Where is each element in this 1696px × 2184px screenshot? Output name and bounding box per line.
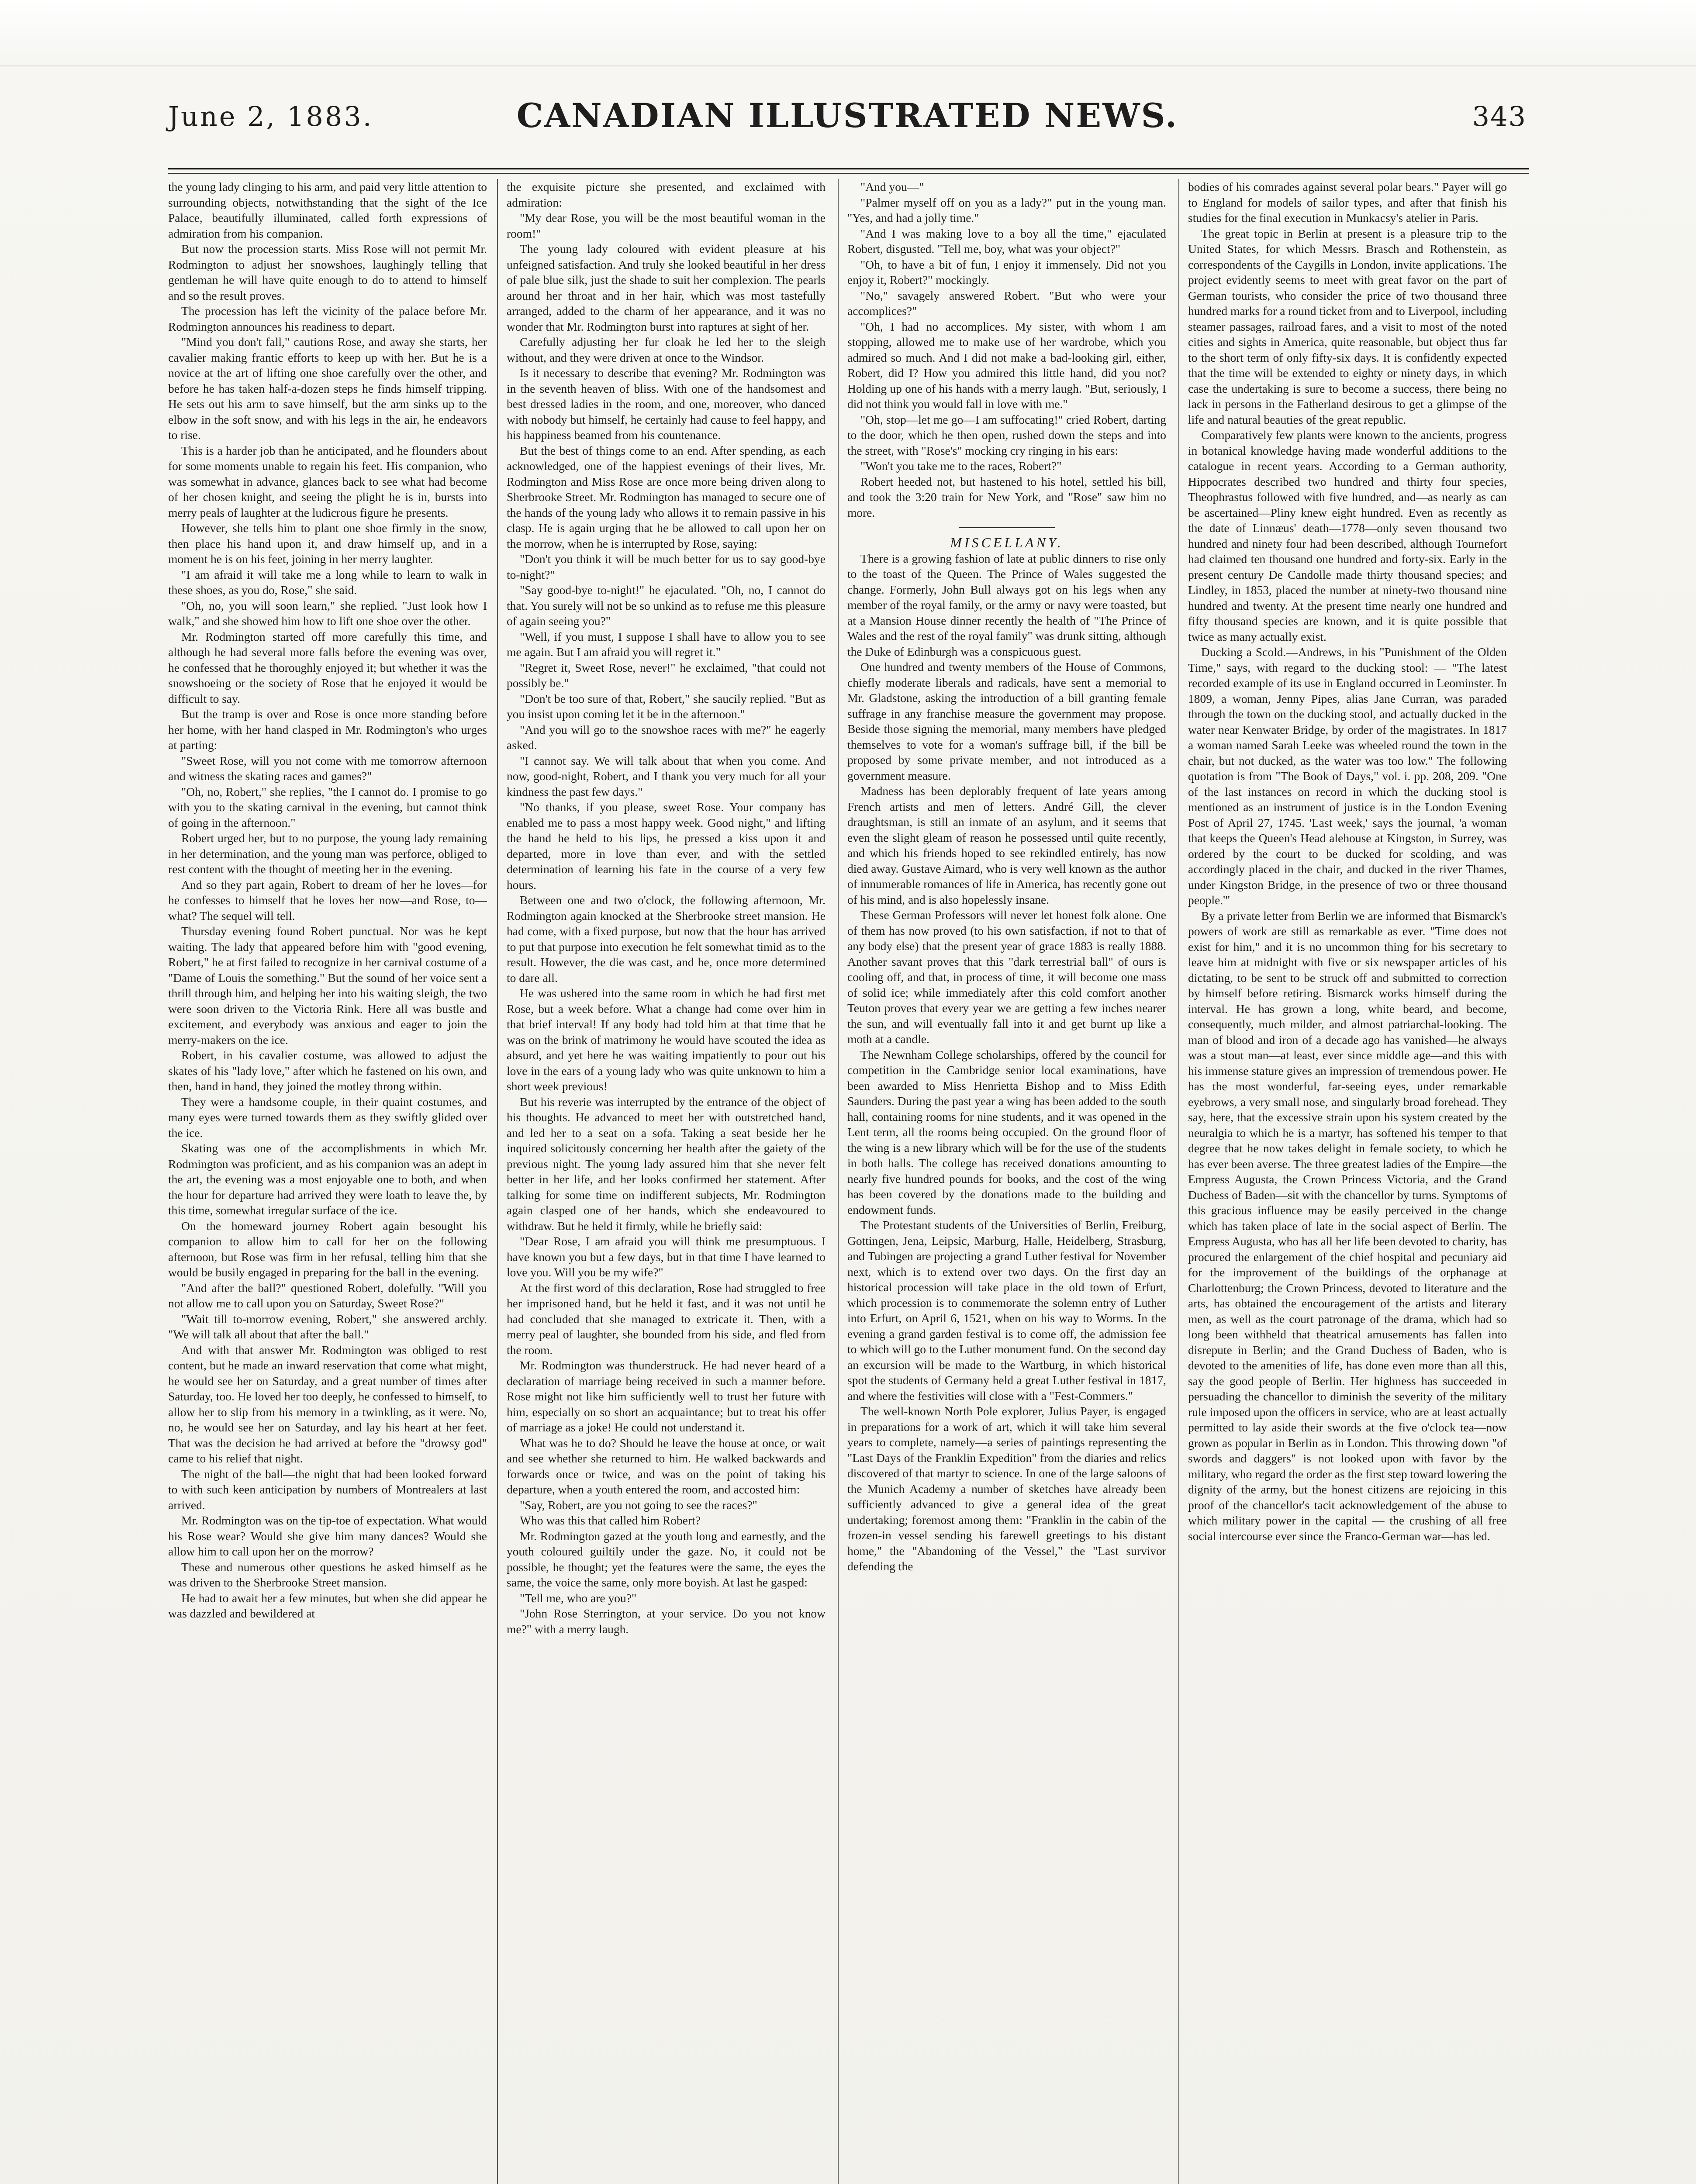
paragraph: What was he to do? Should he leave the house at once, or wait and see whether she returned to him. He walked backwards and forwards once or twice, and was on the point of taking his departure, when a youth entered the room, and accosted him: [507,1436,826,1496]
column-1 [168,179,487,2184]
paragraph: Who was this that called him Robert? [520,1514,701,1527]
paragraph: "Say, Robert, are you not going to see the races?" [520,1498,757,1512]
scan-top-margin [0,0,1696,66]
paragraph: Mr. Rodmington was thunderstruck. He had never heard of a declaration of marriage being received in such a manner before. Rose might not like him sufficiently well to trust her future with him, especially on so short an acquaintance; but to treat his offer of marriage as a joke! He could not understand it. [507,1358,826,1434]
column-4 [1188,179,1507,2184]
paragraph: However, she tells him to plant one shoe firmly in the snow, then place his hand upon it, and draw himself up, and in a moment he is on his feet, joining in her merry laughter. [168,521,487,566]
paragraph: "Oh, to have a bit of fun, I enjoy it immensely. Did not you enjoy it, Robert?" mockingly. [847,257,1166,287]
paragraph: "My dear Rose, you will be the most beautiful woman in the room!" [507,211,826,240]
paragraph: bodies of his comrades against several polar bears." Payer will go to England for models of sailor types, and after that finish his studies for the final execution in Munkacsy's atelier in Paris. [1188,180,1507,225]
paragraph: "Say good-bye to-night!" he ejaculated. "Oh, no, I cannot do that. You surely will not be so unkind as to refuse me this pleasure of again seeing you?" [507,583,826,628]
miscellany-text [847,551,1166,1574]
paragraph: By a private letter from Berlin we are informed that Bismarck's powers of work are still as remarkable as ever. "Time does not exist for him," and it is no uncommon thing for his secretary to leave him at midnight with five or six newspaper articles of his dictating, to be sent to be struck off and submitted to correction by himself before retiring. Bismarck works himself during the interval. He has grown a long, white beard, and become, consequently, much milder, and almost patriarchal-looking. The man of blood and iron of a decade ago has vanished—he always was a stout man—at least, ever since middle age—and this with his immense stature gives an impression of tremendous power. He has the most wonderful, far-seeing eyes, under remarkable eyebrows, a very small nose, and singularly broad forehead. They say, here, that the excessive strain upon his system created by the neuralgia to which he is a martyr, has softened his temper to that degree that he now takes delight in female society, to which he has ever been averse. The three greatest ladies of the Empire—the Empress Augusta, the Crown Princess Victoria, and the Grand Duchess of Baden—sit with the chancellor by turns. Symptoms of this gracious influence may be easily perceived in the change which has taken place of late in the social aspect of Berlin. The Empress Augusta, who has all her life been devoted to charity, has procured the enlargement of the chief hospital and pecuniary aid for the improvement of the buildings of the orphanage at Charlottenburg; the Crown Princess, devoted to literature and the arts, has obtained the encouragement of the artists and literary men, as well as the court patronage of the drama, which had so long been withheld that theatrical amusements has fallen into disrepute in Berlin; and the Grand Duchess of Baden, who is devoted to the amenities of life, has done even more than all this, say the good people of Berlin. Her highness has succeeded in persuading the chancellor to diminish the severity of the military rule imposed upon the officers in service, who are at least actually permitted to lay aside their swords at the five o'clock tea—now grown as popular in Berlin as in London. This throwing down "of swords and daggers" is not looked upon with favor by the military, who regard the order as the first step toward lowering the dignity of the army, but the honest citizens are rejoicing in this proof of the chancellor's tacit acknowledgement of the abuse to which military power in the capital — the crushing of all free social intercourse ever since the Franco-German war—has led. [1188,909,1507,1543]
column-3 [847,179,1166,2184]
paragraph: Skating was one of the accomplishments in which Mr. Rodmington was proficient, and as his companion was an adept in the art, the evening was a most enjoyable one to both, and when the hour for departure had arrived they were loath to leave the, by this time, somewhat irregular surface of the ice. [168,1141,487,1217]
paragraph: "Oh, stop—let me go—I am suffocating!" cried Robert, darting to the door, which he then open, rushed down the steps and into the street, with "Rose's" mocking cry ringing in his ears: [847,412,1166,457]
paragraph: These German Professors will never let honest folk alone. One of them has now proved (to his own satisfaction, if not to that of any body else) that the present year of grace 1883 is really 1888. Another savant proves that this "dark terrestrial ball" of ours is cooling off, and that, in process of time, it will become one mass of solid ice; while immediately after this cold comfort another Teuton proves that every year we are getting a few inches nearer the sun, and will eventually fall into it and get burnt up like a moth at a candle. [847,908,1166,1046]
paragraph: There is a growing fashion of late at public dinners to rise only to the toast of the Queen. The Prince of Wales suggested the change. Formerly, John Bull always got on his legs when any member of the royal family, or the army or navy were toasted, but at a Mansion House dinner recently the health of "The Prince of Wales and the rest of the royal family" was drunk sitting, although the Duke of Edinburgh was a conspicuous guest. [847,551,1166,658]
paragraph: "Don't you think it will be much better for us to say good-bye to-night?" [507,552,826,581]
paragraph: But the tramp is over and Rose is once more standing before her home, with her hand clasped in Mr. Rodmington's who urges at parting: [168,707,487,752]
paragraph: "Oh, no, Robert," she replies, "the I cannot do. I promise to go with you to the skating carnival in the evening, but cannot think of going in the afternoon." [168,784,487,829]
paragraph: the young lady clinging to his arm, and paid very little attention to surrounding objects, notwithstanding that the sight of the Ice Palace, beautifully illuminated, called forth expressions of admiration from his companion. [168,180,487,240]
paragraph: Thursday evening found Robert punctual. Nor was he kept waiting. The lady that appeared before him with "good evening, Robert," he at first failed to recognize in her carnival costume of a "Dame of Louis the something." But the sound of her voice sent a thrill through him, and helping her into his waiting sleigh, the two were soon driven to the Victoria Rink. Here all was bustle and excitement, and everybody was anxious and eager to join the merry-makers on the ice. [168,924,487,1047]
column-divider [838,179,839,2184]
paragraph: "Won't you take me to the races, Robert?" [860,459,1062,473]
paragraph: The procession has left the vicinity of the palace before Mr. Rodmington announces his readiness to depart. [168,304,487,333]
paragraph: Ducking a Scold.—Andrews, in his "Punishment of the Olden Time," says, with regard to the ducking stool: — "The latest recorded example of its use in England occurred in Leominster. In 1809, a woman, Jenny Pipes, alias Jane Curran, was paraded through the town on the ducking stool, and actually ducked in the water near Kenwater Bridge, by order of the magistrates. In 1817 a woman named Sarah Leeke was wheeled round the town in the chair, but not ducked, as the water was too low." The following quotation is from "The Book of Days," vol. i. pp. 208, 209. "One of the last instances on record in which the ducking stool is mentioned as an instrument of justice is in the London Evening Post of April 27, 1745. 'Last week,' says the journal, 'a woman that keeps the Queen's Head alehouse at Kingston, in Surrey, was ordered by the court to be ducked for scolding, and was accordingly placed in the chair, and ducked in the river Thames, under Kingston Bridge, in the presence of two or three thousand people.'" [1188,645,1507,907]
paragraph: At the first word of this declaration, Rose had struggled to free her imprisoned hand, but he held it fast, and it was not until he had concluded that she managed to extricate it. Then, with a merry peal of laughter, she bounded from his side, and fled from the room. [507,1281,826,1357]
paragraph: "I am afraid it will take me a long while to learn to walk in these shoes, as you do, Rose," she said. [168,567,487,597]
section-separator [959,527,1055,528]
paragraph: This is a harder job than he anticipated, and he flounders about for some moments unable to regain his feet. His companion, who was somewhat in advance, glances back to see what had become of her chosen knight, and seeing the plight he is in, bursts into merry peals of laughter at the ludicrous figure he presents. [168,443,487,519]
paragraph: Comparatively few plants were known to the ancients, progress in botanical knowledge having made wonderful additions to the catalogue in recent years. According to a German authority, Hippocrates described two hundred and thirty four species, Theophrastus followed with five hundred, and—as nearly as can be ascertained—Pliny knew eight hundred. Even as recently as the date of Linnæus' death—1778—only seven thousand two hundred and ninety four had been described, although Tournefort had claimed ten thousand one hundred and forty-six. Early in the present century De Candolle made thirty thousand species; and Lindley, in 1853, placed the number at ninety-two thousand nine hundred and twenty. At the present time nearly one hundred and fifty thousand species are known, and it is quite possible that twice as many actually exist. [1188,428,1507,643]
paragraph: They were a handsome couple, in their quaint costumes, and many eyes were turned towards them as they swiftly glided over the ice. [168,1095,487,1140]
header-date: June 2, 1883. [168,100,373,132]
paragraph: Robert urged her, but to no purpose, the young lady remaining in her determination, and the young man was perforce, obliged to rest content with the thought of meeting her in the evening. [168,831,487,876]
section-title: MISCELLANY. [950,535,1064,550]
paragraph: "Palmer myself off on you as a lady?" put in the young man. "Yes, and had a jolly time." [847,195,1166,225]
paragraph: Carefully adjusting her fur cloak he led her to the sleigh without, and they were driven at once to the Windsor. [507,335,826,364]
column-2-text [507,179,826,1637]
paragraph: He was ushered into the same room in which he had first met Rose, but a week before. What a change had come over him in that brief interval! If any body had told him at that time that he was on the brink of matrimony he would have scouted the idea as absurd, and yet here he was waiting impatiently to pour out his love in the ears of a young lady who was quite unknown to him a short week previous! [507,986,826,1093]
paragraph: "Sweet Rose, will you not come with me tomorrow afternoon and witness the skating races and games?" [168,753,487,783]
paragraph: "Dear Rose, I am afraid you will think me presumptuous. I have known you but a few days, but in that time I have learned to love you. Will you be my wife?" [507,1234,826,1279]
paragraph: Mr. Rodmington was on the tip-toe of expectation. What would his Rose wear? Would she give him many dances? Would she allow him to call upon her on the morrow? [168,1514,487,1558]
paragraph: "And after the ball?" questioned Robert, dolefully. "Will you not allow me to call upon you on Saturday, Sweet Rose?" [168,1281,487,1310]
paragraph: "Regret it, Sweet Rose, never!" he exclaimed, "that could not possibly be." [507,660,826,690]
paragraph: "And you will go to the snowshoe races with me?" he eagerly asked. [507,722,826,752]
paragraph: "Wait till to-morrow evening, Robert," she answered archly. "We will talk all about that after the ball." [168,1312,487,1341]
paragraph: "John Rose Sterrington, at your service. Do you not know me?" with a merry laugh. [507,1607,826,1636]
paragraph: "No thanks, if you please, sweet Rose. Your company has enabled me to pass a most happy week. Good night," and lifting the hand he held to his lips, he pressed a kiss upon it and departed, more in love than ever, and with the settled determination of learning his fate in the course of a very few hours. [507,800,826,892]
column-divider [497,179,498,2184]
paragraph: "Oh, I had no accomplices. My sister, with whom I am stopping, allowed me to make use of her wardrobe, which you admired so much. And I did not make a bad-looking girl, either, Robert, did I? How you admired this little hand, did you not? Holding up one of his hands with a merry laugh. "But, seriously, I did not think you would fall in love with me." [847,319,1166,411]
paragraph: On the homeward journey Robert again besought his companion to allow him to call for her on the following afternoon, but Rose was firm in her refusal, telling him that she would be busily engaged in preparing for the ball in the evening. [168,1219,487,1279]
paragraph: The Newnham College scholarships, offered by the council for competition in the Cambridge senior local examinations, have been awarded to Miss Henrietta Bishop and to Miss Edith Saunders. During the past year a wing has been added to the south hall, containing rooms for nine students, and it was opened in the Lent term, all the rooms being occupied. On the ground floor of the wing is a new library which will be for the use of the students in both halls. The college has received donations amounting to nearly five hundred pounds for books, and the cost of the wing has been covered by the donations made to the building and endowment funds. [847,1047,1166,1216]
paragraph: But now the procession starts. Miss Rose will not permit Mr. Rodmington to adjust her snowshoes, laughingly telling that gentleman he will have quite enough to do to attend to himself and so the result proves. [168,242,487,302]
paragraph: "Mind you don't fall," cautions Rose, and away she starts, her cavalier making frantic efforts to keep up with her. But he is a novice at the art of lifting one shoe carefully over the other, and before he has taken half-a-dozen steps he finds himself tripping. He sets out his arm to save himself, but the arm sinks up to the elbow in the soft snow, and with his legs in the air, he endeavors to rise. [168,335,487,442]
paragraph: The well-known North Pole explorer, Julius Payer, is engaged in preparations for a work of art, which it will take him several years to complete, namely—a series of paintings representing the "Last Days of the Franklin Expedition" from the diaries and relics discovered of that martyr to science. In one of the large saloons of the Munich Academy a number of sketches have already been sufficiently advanced to give a general idea of the great undertaking; foremost among them: "Franklin in the cabin of the frozen-in vessel sending his farewell greetings to his distant home," the "Abandoning of the Vessel," the "Last survivor defending the [847,1404,1166,1573]
paragraph: These and numerous other questions he asked himself as he was driven to the Sherbrooke Street mansion. [168,1560,487,1589]
paragraph: "No," savagely answered Robert. "But who were your accomplices?" [847,288,1166,318]
paragraph: "And you—" [860,180,924,194]
paragraph: Madness has been deplorably frequent of late years among French artists and men of letters. André Gill, the clever draughtsman, is still an inmate of an asylum, and it seems that even the slight gleam of reason he possessed until quite recently, and which his friends hoped to see rekindled entirely, has now died away. Gustave Aimard, who is very well known as the author of innumerable romances of life in America, has recently gone out of his mind, and is also hopelessly insane. [847,784,1166,906]
page-number: 343 [1472,100,1527,132]
paragraph: "And I was making love to a boy all the time," ejaculated Robert, disgusted. "Tell me, boy, what was your object?" [847,226,1166,256]
paragraph: The young lady coloured with evident pleasure at his unfeigned satisfaction. And truly she looked beautiful in her dress of pale blue silk, just the shade to suit her complexion. The pearls around her throat and in her hair, which was most tastefully arranged, added to the charm of her appearance, and it was no wonder that Mr. Rodmington burst into raptures at sight of her. [507,242,826,333]
paragraph: Mr. Rodmington gazed at the youth long and earnestly, and the youth coloured guiltily under the gaze. No, it could not be possible, he thought; yet the features were the same, the eyes the same, the voice the same, only more boyish. At last he gasped: [507,1529,826,1589]
paragraph: Robert, in his cavalier costume, was allowed to adjust the skates of his "lady love," after which he fastened on his own, and then, hand in hand, they joined the motley throng within. [168,1048,487,1093]
masthead-title: CANADIAN ILLUSTRATED NEWS. [516,96,1178,135]
paragraph: Is it necessary to describe that evening? Mr. Rodmington was in the seventh heaven of bliss. With one of the handsomest and best dressed ladies in the room, and one, moreover, who danced with nobody but himself, he certainly had cause to feel happy, and his happiness beamed from his countenance. [507,366,826,442]
paragraph: the exquisite picture she presented, and exclaimed with admiration: [507,180,826,209]
paragraph: And with that answer Mr. Rodmington was obliged to rest content, but he made an inward reservation that come what might, he would see her on Saturday, and a great number of times after Saturday, too. He loved her too deeply, he confessed to himself, to allow her to slip from his memory in a twinkling, as it were. No, no, he would see her on Saturday, and lay his heart at her feet. That was the decision he had arrived at before the "drowsy god" came to his relief that night. [168,1343,487,1465]
paragraph: And so they part again, Robert to dream of her he loves—for he confesses to himself that he loves her now—and Rose, to—what? The sequel will tell. [168,878,487,923]
header-rule [168,168,1529,174]
paragraph: One hundred and twenty members of the House of Commons, chiefly moderate liberals and radicals, have sent a memorial to Mr. Gladstone, asking the introduction of a bill granting female suffrage in any franchise measure the government may propose. Beside those signing the memorial, many members have pledged themselves to vote for a woman's suffrage bill, if the bill be proposed by some private member, and not introduced as a government measure. [847,660,1166,782]
paragraph: "Tell me, who are you?" [520,1591,637,1605]
paragraph: But the best of things come to an end. After spending, as each acknowledged, one of the happiest evenings of their lives, Mr. Rodmington and Miss Rose are once more being driven along to Sherbrooke Street. Mr. Rodmington has managed to secure one of the hands of the young lady who allows it to remain passive in his clasp. He is again urging that he be allowed to call upon her on the morrow, when he is interrupted by Rose, saying: [507,443,826,550]
paragraph: "Well, if you must, I suppose I shall have to allow you to see me again. But I am afraid you will regret it." [507,629,826,659]
paragraph: The night of the ball—the night that had been looked forward to with such keen anticipation by numbers of Montrealers at last arrived. [168,1467,487,1512]
column-1-text [168,179,487,1621]
page-header [168,92,1527,144]
paragraph: Between one and two o'clock, the following afternoon, Mr. Rodmington again knocked at the Sherbrooke street mansion. He had come, with a fixed purpose, but now that the hour has arrived to put that purpose into execution he felt somewhat timid as to the result. However, the die was cast, and he, once more determined to dare all. [507,893,826,985]
paragraph: The Protestant students of the Universities of Berlin, Freiburg, Gottingen, Jena, Leipsic, Marburg, Halle, Heidelberg, Strasburg, and Tubingen are projecting a grand Luther festival for November next, which is to extend over two days. On the first day an historical procession will take place in the old town of Erfurt, which procession is to commemorate the solemn entry of Luther into Erfurt, on April 6, 1521, when on his way to Worms. In the evening a grand garden festival is to come off, the admission fee to which will go to the Luther monument fund. On the second day an excursion will be made to the Wartburg, in which historical spot the students of Germany held a great Luther festival in 1817, and where the festivities will close with a "Fest-Commers." [847,1218,1166,1403]
column-4-text [1188,179,1507,1544]
paragraph: Robert heeded not, but hastened to his hotel, settled his bill, and took the 3:20 train for New York, and "Rose" saw him no more. [847,474,1166,519]
column-2 [507,179,826,2184]
column-3-story-end [847,179,1166,520]
column-divider [1178,179,1179,2184]
paragraph: "Don't be too sure of that, Robert," she saucily replied. "But as you insist upon coming let it be in the afternoon." [507,691,826,721]
paragraph: He had to await her a few minutes, but when she did appear he was dazzled and bewildered at [168,1591,487,1620]
paragraph: "Oh, no, you will soon learn," she replied. "Just look how I walk," and she showed him how to lift one shoe over the other. [168,598,487,628]
paragraph: Mr. Rodmington started off more carefully this time, and although he had several more falls before the evening was over, he confessed that he thoroughly enjoyed it; but whether it was the snowshoeing or the society of Rose that he enjoyed it would be difficult to say. [168,629,487,705]
paragraph: But his reverie was interrupted by the entrance of the object of his thoughts. He advanced to meet her with outstretched hand, and led her to a seat on a sofa. Taking a seat beside her he inquired solicitously concerning her health after the gaiety of the previous night. The young lady assured him that she never felt better in her life, and her looks confirmed her statement. After talking for some time on indifferent subjects, Mr. Rodmington again clasped one of her hands, which she endeavoured to withdraw. But he held it firmly, while he briefly said: [507,1095,826,1233]
paragraph: "I cannot say. We will talk about that when you come. And now, good-night, Robert, and I thank you very much for all your kindness the past few days." [507,753,826,798]
paragraph: The great topic in Berlin at present is a pleasure trip to the United States, for which Messrs. Brasch and Rothenstein, as correspondents of the Caygills in London, invite applications. The project evidently seems to meet with great favor on the part of German tourists, who consider the price of two thousand three hundred marks for a round ticket from and to Liverpool, including steamer passages, railroad fares, and a visit to most of the noted cities and sights in America, quite reasonable, but object thus far to the short term of only fifty-six days. It is confidently expected that the time will be extended to eighty or ninety days, in which case the undertaking is sure to become a success, there being no lack in persons in the Fatherland desirous to get a glimpse of the life and natural beauties of the great republic. [1188,226,1507,426]
